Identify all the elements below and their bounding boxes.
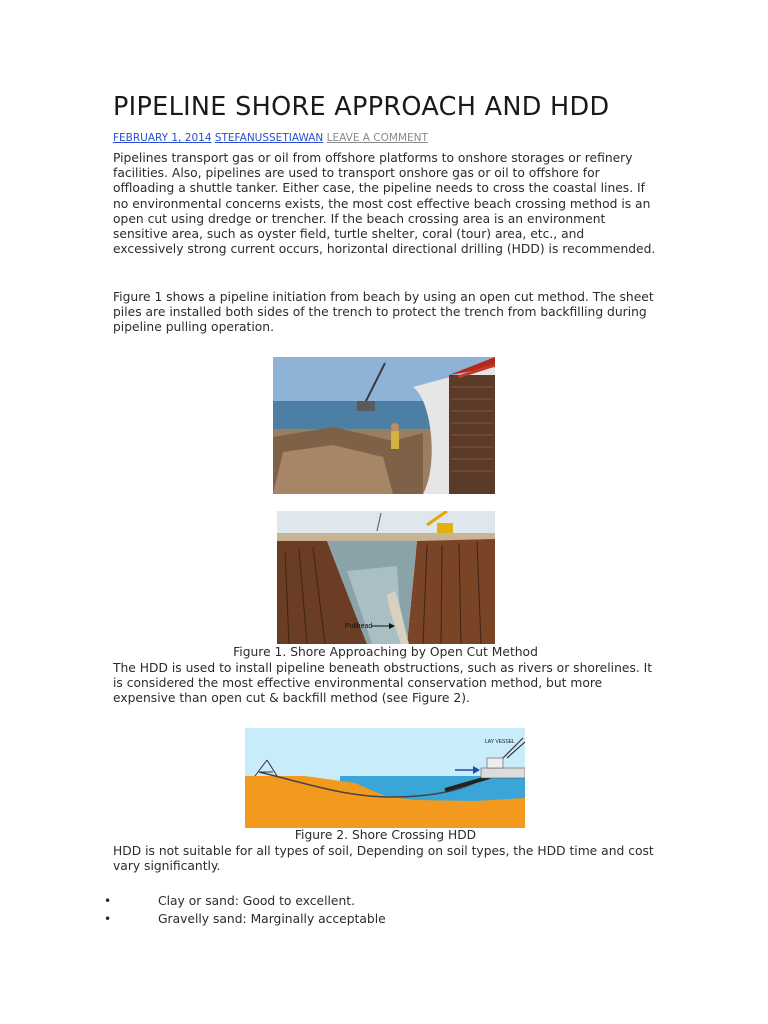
list-item <box>104 893 386 911</box>
leave-comment-link[interactable]: LEAVE A COMMENT <box>326 132 428 144</box>
figure2-hdd-diagram <box>245 728 525 828</box>
soil-suitability-list <box>104 893 386 929</box>
author-link[interactable]: STEFANUSSETIAWAN <box>214 132 324 144</box>
figure1-photo-beach-crane <box>273 357 495 494</box>
list-item-text: Gravelly sand: Marginally acceptable <box>158 912 386 926</box>
hdd-paragraph: The HDD is used to install pipeline beneath obstructions, such as rivers or shorelines. It is considered the most effective environmental conservation method, but more expensive than open cut & backfill method (see Figure 2). <box>113 661 653 706</box>
figure1-intro-paragraph: Figure 1 shows a pipeline initiation from beach by using an open cut method. The sheet piles are installed both sides of the trench to protect the trench from backfilling during pipeline pulling operation. <box>113 290 654 335</box>
post-meta <box>113 132 428 144</box>
list-item-text: Clay or sand: Good to excellent. <box>158 894 356 908</box>
figure2-caption: Figure 2. Shore Crossing HDD <box>294 828 477 842</box>
intro-paragraph: Pipelines transport gas or oil from offshore platforms to onshore storages or refinery facilities. Also, pipelines are used to transport onshore gas or oil to offshore for offloading a shuttle tanker. Either case, the pipeline needs to cross the coastal lines. If no environmental concerns exists, the most cost effective beach crossing method is an open cut using dredge or trencher. If the beach crossing area is an environment sensitive area, such as oyster field, turtle shelter, coral (tour) area, etc., and excessively strong current occurs, horizontal directional drilling (HDD) is recommended. <box>113 151 656 257</box>
bullet-marker: • <box>104 894 112 908</box>
list-item <box>104 911 386 929</box>
lay-vessel-label: LAY VESSEL <box>485 739 515 745</box>
article-title: PIPELINE SHORE APPROACH AND HDD <box>113 92 610 122</box>
soil-paragraph: HDD is not suitable for all types of soil, Depending on soil types, the HDD time and cost vary significantly. <box>113 844 654 874</box>
figure1-caption: Figure 1. Shore Approaching by Open Cut Method <box>233 645 538 659</box>
pullhead-label: Pullhead <box>345 623 373 630</box>
bullet-marker: • <box>104 912 112 926</box>
post-date-link[interactable]: FEBRUARY 1, 2014 <box>113 132 212 144</box>
figure1-photo-trench <box>277 511 495 644</box>
